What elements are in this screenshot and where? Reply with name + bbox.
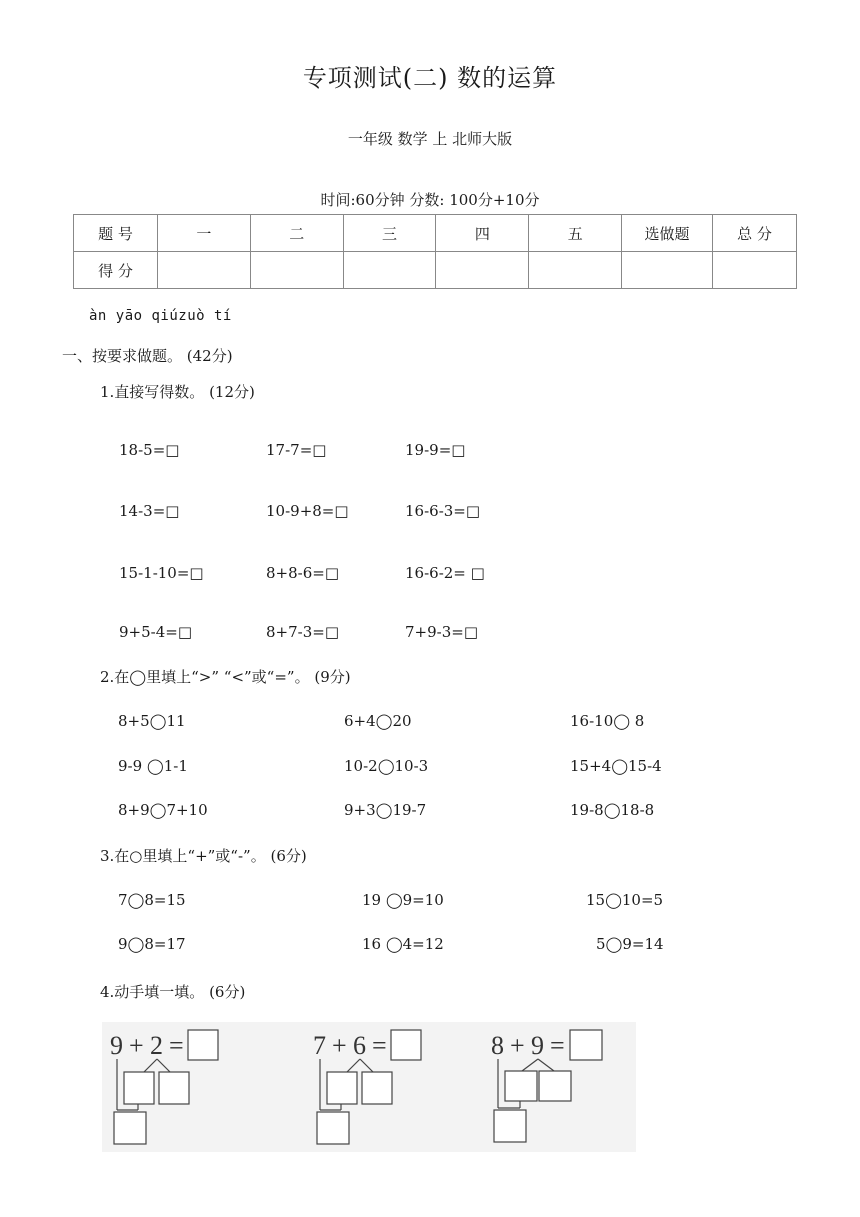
q2-item[interactable]: 9-9 ◯1-1 <box>118 757 188 775</box>
score-input-cell[interactable] <box>343 252 436 289</box>
q1-item[interactable]: 7+9-3=□ <box>405 623 479 641</box>
score-header-cell: 题 号 <box>74 215 158 252</box>
q3-item[interactable]: 7◯8=15 <box>118 891 186 909</box>
score-header-cell: 四 <box>436 215 529 252</box>
fig3-result-box[interactable] <box>570 1030 602 1060</box>
fig3-split-box-2[interactable] <box>539 1071 571 1101</box>
q2-item[interactable]: 16-10◯ 8 <box>570 712 645 730</box>
fig1-split-box-1[interactable] <box>124 1072 154 1104</box>
fig1-split-box-2[interactable] <box>159 1072 189 1104</box>
fig2-result-box[interactable] <box>391 1030 421 1060</box>
q4-heading: 4.动手填一填。 (6分) <box>100 983 246 1001</box>
q1-item[interactable]: 19-9=□ <box>405 441 466 459</box>
q1-item[interactable]: 16-6-2= □ <box>405 564 485 582</box>
q2-item[interactable]: 10-2◯10-3 <box>344 757 429 775</box>
fig2-split-box-2[interactable] <box>362 1072 392 1104</box>
score-input-cell[interactable] <box>436 252 529 289</box>
time-score-info: 时间:60分钟 分数: 100分+10分 <box>320 191 540 209</box>
q3-item[interactable]: 5◯9=14 <box>596 935 664 953</box>
q3-item[interactable]: 15◯10=5 <box>586 891 664 909</box>
q2-heading: 2.在◯里填上“>” “<”或“=”。 (9分) <box>100 668 351 686</box>
score-row-label: 得 分 <box>74 252 158 289</box>
score-header-cell: 一 <box>157 215 250 252</box>
score-header-cell: 选做题 <box>622 215 713 252</box>
decomposition-diagram-2 <box>313 1030 421 1144</box>
fig1-addend-a: 9 <box>110 1031 123 1060</box>
fig3-addend-b: 9 <box>531 1031 544 1060</box>
fig2-sum-box[interactable] <box>317 1112 349 1144</box>
q3-item[interactable]: 9◯8=17 <box>118 935 186 953</box>
q1-item[interactable]: 8+8-6=□ <box>266 564 340 582</box>
fig3-addend-a: 8 <box>491 1031 504 1060</box>
fig2-addend-b: 6 <box>353 1031 366 1060</box>
page-title: 专项测试(二) 数的运算 <box>302 64 558 92</box>
q3-item[interactable]: 19 ◯9=10 <box>362 891 444 909</box>
score-header-cell: 三 <box>343 215 436 252</box>
fig1-result-box[interactable] <box>188 1030 218 1060</box>
page-subtitle: 一年级 数学 上 北师大版 <box>347 130 513 148</box>
score-table <box>73 214 797 289</box>
q3-item[interactable]: 16 ◯4=12 <box>362 935 444 953</box>
q1-item[interactable]: 16-6-3=□ <box>405 502 481 520</box>
score-input-cell[interactable] <box>250 252 343 289</box>
q2-item[interactable]: 19-8◯18-8 <box>570 801 655 819</box>
fig2-operator: + <box>332 1031 347 1060</box>
q1-item[interactable]: 10-9+8=□ <box>266 502 349 520</box>
fig1-operator: + <box>129 1031 144 1060</box>
q2-item[interactable]: 8+9◯7+10 <box>118 801 208 819</box>
fig1-equals: = <box>169 1031 184 1060</box>
fig3-equals: = <box>550 1031 565 1060</box>
fig3-sum-box[interactable] <box>494 1110 526 1142</box>
fig1-addend-b: 2 <box>150 1031 163 1060</box>
decomposition-diagram-3 <box>491 1030 602 1142</box>
score-table-score-row <box>74 252 797 289</box>
q2-item[interactable]: 9+3◯19-7 <box>344 801 427 819</box>
q1-item[interactable]: 14-3=□ <box>119 502 180 520</box>
score-input-cell[interactable] <box>529 252 622 289</box>
fig2-equals: = <box>372 1031 387 1060</box>
q3-heading: 3.在○里填上“+”或“-”。 (6分) <box>100 847 307 865</box>
fig2-split-box-1[interactable] <box>327 1072 357 1104</box>
q1-item[interactable]: 18-5=□ <box>119 441 180 459</box>
score-input-cell[interactable] <box>622 252 713 289</box>
score-header-cell: 二 <box>250 215 343 252</box>
section-1-heading: 一、按要求做题。 (42分) <box>62 347 233 365</box>
q1-item[interactable]: 15-1-10=□ <box>119 564 204 582</box>
score-header-cell: 五 <box>529 215 622 252</box>
score-input-cell[interactable] <box>157 252 250 289</box>
q2-item[interactable]: 15+4◯15-4 <box>570 757 662 775</box>
fig2-addend-a: 7 <box>313 1031 326 1060</box>
q1-item[interactable]: 8+7-3=□ <box>266 623 340 641</box>
score-table-header-row <box>74 215 797 252</box>
score-input-cell[interactable] <box>712 252 796 289</box>
decomposition-diagram-1 <box>110 1030 218 1144</box>
q2-item[interactable]: 8+5◯11 <box>118 712 186 730</box>
number-decomposition-figure <box>102 1022 636 1152</box>
q1-item[interactable]: 9+5-4=□ <box>119 623 193 641</box>
q2-item[interactable]: 6+4◯20 <box>344 712 412 730</box>
q1-heading: 1.直接写得数。 (12分) <box>100 383 255 401</box>
fig3-split-box-1[interactable] <box>505 1071 537 1101</box>
score-header-cell: 总 分 <box>712 215 796 252</box>
fig1-sum-box[interactable] <box>114 1112 146 1144</box>
fig3-operator: + <box>510 1031 525 1060</box>
q1-item[interactable]: 17-7=□ <box>266 441 327 459</box>
pinyin-annotation: àn yāo qiúzuò tí <box>89 308 232 324</box>
